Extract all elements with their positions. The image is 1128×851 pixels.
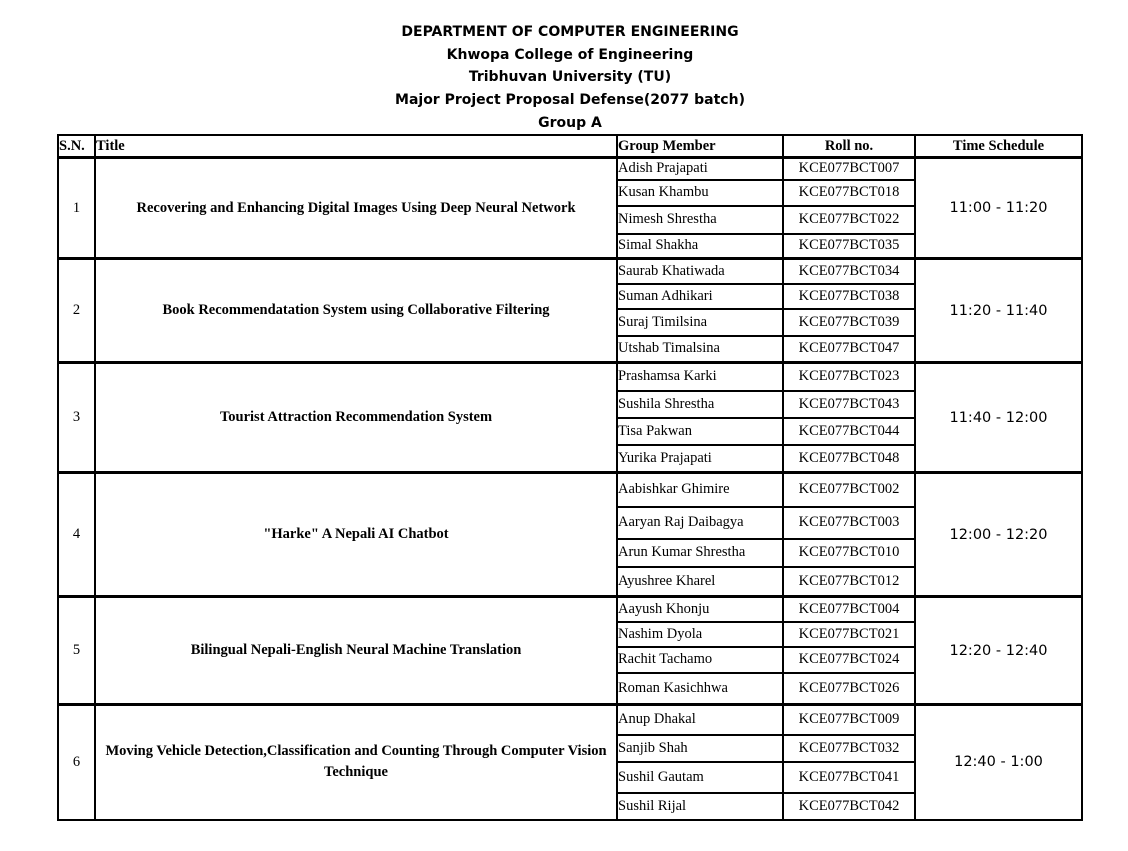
- member-column-header: Group Member: [617, 135, 783, 158]
- time-column-header: Time Schedule: [915, 135, 1082, 158]
- roll-number: KCE077BCT032: [783, 735, 915, 762]
- roll-number: KCE077BCT002: [783, 473, 915, 507]
- member-name: Adish Prajapati: [617, 158, 783, 180]
- table-row: [58, 158, 1082, 180]
- roll-number: KCE077BCT042: [783, 793, 915, 820]
- member-name: Ayushree Kharel: [617, 567, 783, 597]
- roll-number: KCE077BCT023: [783, 363, 915, 391]
- member-name: Suraj Timilsina: [617, 309, 783, 336]
- serial-number: 3: [58, 363, 95, 473]
- member-name: Suman Adhikari: [617, 284, 783, 309]
- serial-number: 6: [58, 705, 95, 820]
- project-title: Tourist Attraction Recommendation System: [95, 363, 617, 473]
- table-row: [58, 259, 1082, 284]
- roll-number: KCE077BCT021: [783, 622, 915, 647]
- roll-number: KCE077BCT047: [783, 336, 915, 363]
- roll-number: KCE077BCT038: [783, 284, 915, 309]
- member-name: Rachit Tachamo: [617, 647, 783, 673]
- time-slot: 11:40 - 12:00: [915, 363, 1082, 473]
- member-name: Nimesh Shrestha: [617, 206, 783, 234]
- roll-number: KCE077BCT048: [783, 445, 915, 473]
- member-name: Prashamsa Karki: [617, 363, 783, 391]
- member-name: Aayush Khonju: [617, 597, 783, 622]
- serial-number: 2: [58, 259, 95, 363]
- member-name: Simal Shakha: [617, 234, 783, 259]
- table-header-row: [58, 135, 1082, 158]
- member-name: Sanjib Shah: [617, 735, 783, 762]
- roll-number: KCE077BCT034: [783, 259, 915, 284]
- group-heading: Group A: [538, 115, 602, 131]
- college-heading: Khwopa College of Engineering: [446, 47, 694, 63]
- project-title: Book Recommendatation System using Collaborative Filtering: [95, 259, 617, 363]
- project-title: Recovering and Enhancing Digital Images Using Deep Neural Network: [95, 158, 617, 259]
- time-slot: 12:20 - 12:40: [915, 597, 1082, 705]
- university-heading: Tribhuvan University (TU): [468, 69, 672, 85]
- event-heading: Major Project Proposal Defense(2077 batch): [395, 92, 745, 108]
- member-name: Arun Kumar Shrestha: [617, 539, 783, 567]
- member-name: Yurika Prajapati: [617, 445, 783, 473]
- member-name: Utshab Timalsina: [617, 336, 783, 363]
- table-row: [58, 473, 1082, 507]
- roll-number: KCE077BCT003: [783, 507, 915, 539]
- roll-number: KCE077BCT024: [783, 647, 915, 673]
- schedule-table: [57, 134, 1083, 821]
- member-name: Roman Kasichhwa: [617, 673, 783, 705]
- time-slot: 11:20 - 11:40: [915, 259, 1082, 363]
- member-name: Saurab Khatiwada: [617, 259, 783, 284]
- roll-column-header: Roll no.: [783, 135, 915, 158]
- roll-number: KCE077BCT026: [783, 673, 915, 705]
- serial-number: 1: [58, 158, 95, 259]
- member-name: Aabishkar Ghimire: [617, 473, 783, 507]
- project-title: Bilingual Nepali-English Neural Machine Translation: [95, 597, 617, 705]
- member-name: Anup Dhakal: [617, 705, 783, 735]
- member-name: Nashim Dyola: [617, 622, 783, 647]
- table-row: [58, 363, 1082, 391]
- roll-number: KCE077BCT007: [783, 158, 915, 180]
- sn-column-header: S.N.: [58, 135, 95, 158]
- member-name: Kusan Khambu: [617, 180, 783, 206]
- roll-number: KCE077BCT009: [783, 705, 915, 735]
- roll-number: KCE077BCT035: [783, 234, 915, 259]
- member-name: Sushil Rijal: [617, 793, 783, 820]
- table-row: [58, 705, 1082, 735]
- roll-number: KCE077BCT010: [783, 539, 915, 567]
- roll-number: KCE077BCT044: [783, 418, 915, 445]
- roll-number: KCE077BCT043: [783, 391, 915, 418]
- time-slot: 12:40 - 1:00: [915, 705, 1082, 820]
- member-name: Sushil Gautam: [617, 762, 783, 793]
- title-column-header: Title: [95, 135, 617, 158]
- project-title: Moving Vehicle Detection,Classification and Counting Through Computer Vision Technique: [95, 705, 617, 820]
- roll-number: KCE077BCT039: [783, 309, 915, 336]
- department-heading: DEPARTMENT OF COMPUTER ENGINEERING: [401, 24, 739, 40]
- member-name: Aaryan Raj Daibagya: [617, 507, 783, 539]
- time-slot: 12:00 - 12:20: [915, 473, 1082, 597]
- table-row: [58, 597, 1082, 622]
- serial-number: 5: [58, 597, 95, 705]
- roll-number: KCE077BCT012: [783, 567, 915, 597]
- project-title: "Harke" A Nepali AI Chatbot: [95, 473, 617, 597]
- time-slot: 11:00 - 11:20: [915, 158, 1082, 259]
- roll-number: KCE077BCT018: [783, 180, 915, 206]
- member-name: Sushila Shrestha: [617, 391, 783, 418]
- schedule-body: [58, 158, 1082, 820]
- roll-number: KCE077BCT022: [783, 206, 915, 234]
- roll-number: KCE077BCT041: [783, 762, 915, 793]
- member-name: Tisa Pakwan: [617, 418, 783, 445]
- serial-number: 4: [58, 473, 95, 597]
- roll-number: KCE077BCT004: [783, 597, 915, 622]
